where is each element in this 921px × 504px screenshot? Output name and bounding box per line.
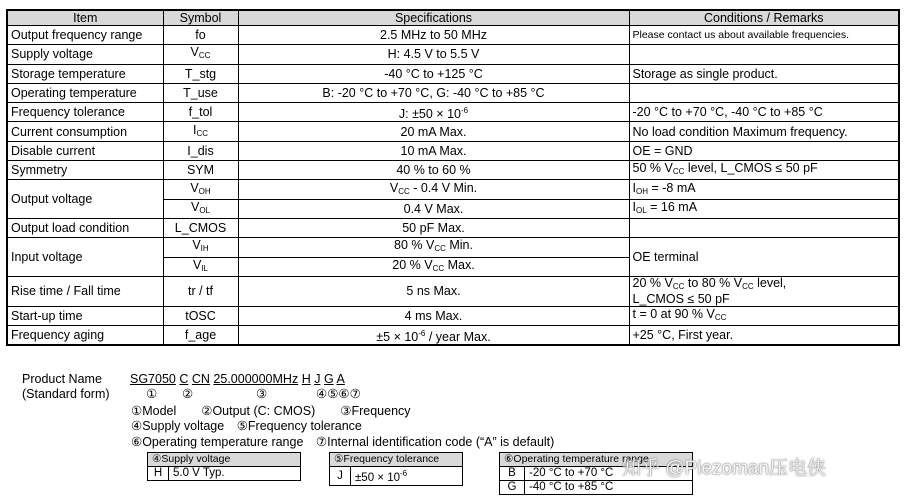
row-item: Start-up time [7,306,163,325]
row-spec: 2.5 MHz to 50 MHz [238,26,629,45]
legend-line-3: ⑥Operating temperature range ⑦Internal identification code (“A” is default) [131,435,555,449]
table-row [7,218,899,237]
table-row [7,238,899,257]
row-spec: 0.4 V Max. [238,199,629,218]
row-spec: 4 ms Max. [238,306,629,325]
header-item: Item [7,10,163,26]
row-spec: J: $\pm 50 \times 10^{-6}$ [238,103,629,122]
row-remark [629,218,899,237]
row-symbol: T_stg [163,64,238,83]
table-row [7,306,899,325]
frequency-tolerance-title: ⑤Frequency tolerance [330,453,463,467]
row-remark: OE = GND [629,141,899,160]
supply-voltage-title: ④Supply voltage [148,453,301,467]
row-remark: 50 % $V_{CC}$ level, L_CMOS ≤ 50 pF [629,161,899,180]
row-remark: -20 °C to +70 °C, -40 °C to +85 °C [629,103,899,122]
row-item: Frequency tolerance [7,103,163,122]
header-specifications: Specifications [238,10,629,26]
row-symbol: fo [163,26,238,45]
table-header-row [7,10,899,26]
row-item: Symmetry [7,161,163,180]
row-spec: -40 °C to +125 °C [238,64,629,83]
operating-temperature-table: ⑥Operating temperature range B -20 °C to +70 °C G -40 °C to +85 °C [499,452,693,495]
product-name-label: Product Name (Standard form) [22,372,110,401]
row-item: Supply voltage [7,45,163,64]
row-item: Output load condition [7,218,163,237]
supply-voltage-table: ④Supply voltage H 5.0 V Typ. [147,452,301,481]
row-spec: 40 % to 60 % [238,161,629,180]
row-spec: $V_{CC} - 0.4$ V Min. [238,180,629,199]
row-remark: t = 0 at 90 % $V_{CC}$ [629,306,899,325]
row-symbol: $I_{CC}$ [163,122,238,141]
row-remark: $I_{OL} = 16$ mA [629,199,899,218]
row-spec: B: -20 °C to +70 °C, G: -40 °C to +85 °C [238,83,629,102]
row-symbol: T_use [163,83,238,102]
row-symbol: I_dis [163,141,238,160]
table-row [7,161,899,180]
row-spec: H: 4.5 V to 5.5 V [238,45,629,64]
row-item: Input voltage [7,238,163,277]
row-remark: No load condition Maximum frequency. [629,122,899,141]
operating-temperature-title: ⑥Operating temperature range [500,453,693,467]
watermark: 知乎 @Piezoman压电侠 [622,458,827,479]
row-item: Current consumption [7,122,163,141]
table-row [7,141,899,160]
row-symbol: $V_{CC}$ [163,45,238,64]
table-row [7,326,899,346]
row-item: Output voltage [7,180,163,219]
row-remark: $I_{OH} = -8$ mA [629,180,899,199]
row-item: Output frequency range [7,26,163,45]
frequency-tolerance-table: ⑤Frequency tolerance J $\pm 50 \times 10^{-6}$ [329,452,463,486]
row-symbol: $V_{OH}$ [163,180,238,199]
row-item: Storage temperature [7,64,163,83]
row-item: Rise time / Fall time [7,276,163,306]
row-spec: 5 ns Max. [238,276,629,306]
row-remark [629,83,899,102]
row-symbol: f_tol [163,103,238,122]
row-spec: 10 mA Max. [238,141,629,160]
row-remark: Please contact us about available frequencies. [629,26,899,45]
row-symbol: tOSC [163,306,238,325]
row-symbol: L_CMOS [163,218,238,237]
row-remark: 20 % $V_{CC}$ to 80 % $V_{CC}$ level, L_CMOS ≤ 50 pF [629,276,899,306]
table-row [7,26,899,45]
legend-line-1: ①Model ②Output (C: CMOS) ③Frequency [131,404,411,418]
specifications-table [6,9,900,346]
table-row [7,83,899,102]
row-remark [629,45,899,64]
row-spec: 20 mA Max. [238,122,629,141]
row-item: Disable current [7,141,163,160]
product-code: SG7050 C CN 25.000000MHz H J G A [130,372,345,386]
table-row [7,103,899,122]
row-spec: 80 % $V_{CC}$ Min. [238,238,629,257]
table-row [7,64,899,83]
row-spec: $\pm 5 \times 10^{-6}$ / year Max. [238,326,629,346]
row-remark: Storage as single product. [629,64,899,83]
table-row [7,180,899,199]
row-symbol: $V_{OL}$ [163,199,238,218]
row-symbol: f_age [163,326,238,346]
row-spec: 50 pF Max. [238,218,629,237]
row-symbol: $V_{IL}$ [163,257,238,276]
header-symbol: Symbol [163,10,238,26]
legend-line-2: ④Supply voltage ⑤Frequency tolerance [131,419,362,433]
row-spec: 20 % $V_{CC}$ Max. [238,257,629,276]
row-item: Frequency aging [7,326,163,346]
header-remarks: Conditions / Remarks [629,10,899,26]
row-symbol: $V_{IH}$ [163,238,238,257]
row-symbol: SYM [163,161,238,180]
row-symbol: tr / tf [163,276,238,306]
row-item: Operating temperature [7,83,163,102]
table-row [7,122,899,141]
table-row [7,276,899,306]
row-remark: +25 °C, First year. [629,326,899,346]
row-remark: OE terminal [629,238,899,277]
table-row [7,45,899,64]
